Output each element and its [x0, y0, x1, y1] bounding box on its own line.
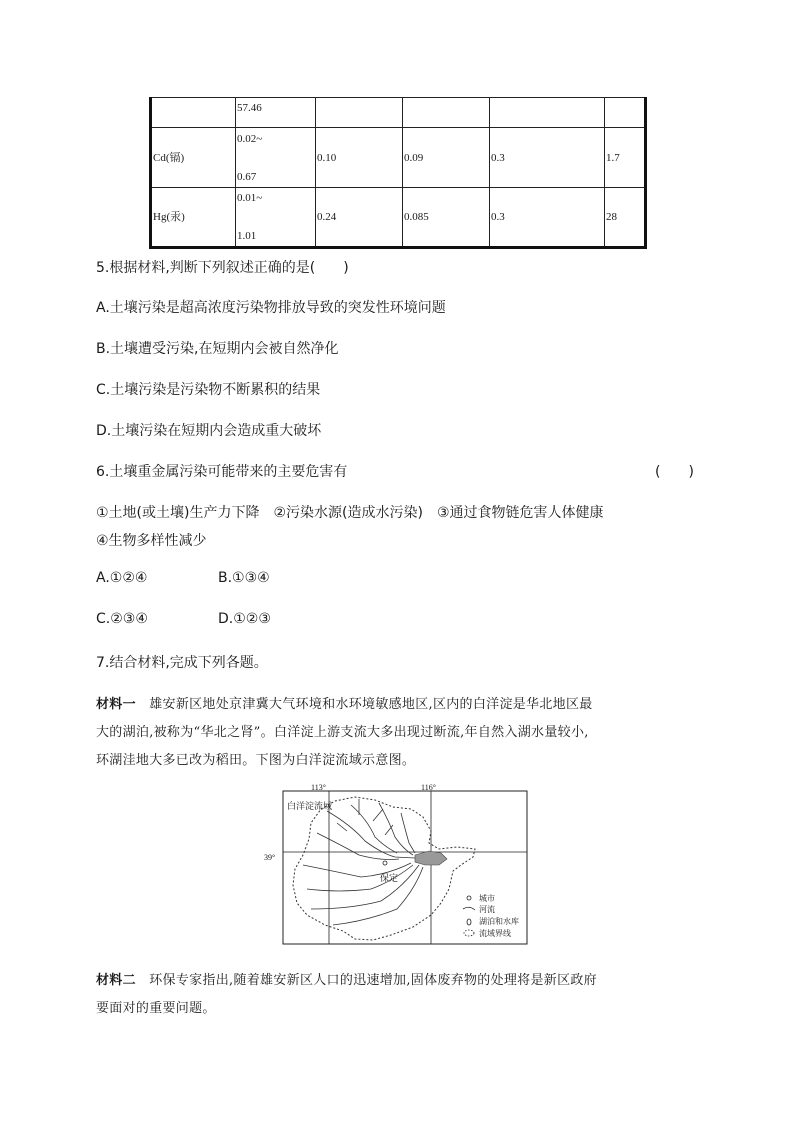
map-title: 白洋淀流域 [287, 801, 333, 811]
material-2-text: 环保专家指出,随着雄安新区人口的迅速增加,固体废弃物的处理将是新区政府 [149, 973, 597, 988]
table-cell [490, 98, 605, 128]
table-cell: 0.24 [316, 188, 403, 248]
latitude-label-39: 39° [264, 853, 276, 862]
q6-items-line-2: ④生物多样性减少 [96, 533, 207, 549]
table-cell [316, 98, 403, 128]
table-cell: Cd(镉) [151, 128, 236, 188]
table-cell: 0.10 [316, 128, 403, 188]
city-baoding-marker [383, 861, 387, 865]
material-1-line-1 [96, 693, 593, 712]
legend-boundary: 流域界线 [479, 929, 511, 938]
material-2-label: 材料二 [96, 973, 136, 988]
legend-lake-symbol [467, 919, 471, 925]
q6-option-a[interactable]: A.①②④ [96, 570, 148, 586]
table-cell: Hg(汞) [151, 188, 236, 248]
range-end: 1.01 [237, 230, 257, 242]
question-5-stem: 5.根据材料,判断下列叙述正确的是( ) [96, 260, 349, 276]
q6-items-line-1: ①土地(或土壤)生产力下降 ②污染水源(造成水污染) ③通过食物链危害人体健康 [96, 505, 604, 521]
q5-option-b[interactable]: B.土壤遭受污染,在短期内会被自然净化 [96, 341, 339, 357]
question-7-stem: 7.结合材料,完成下列各题。 [96, 655, 268, 671]
table-cell: 0.3 [490, 188, 605, 248]
material-1-line-2: 大的湖泊,被称为“华北之肾”。白洋淀上游支流大多出现过断流,年自然入湖水量较小, [96, 725, 589, 740]
table-cell [236, 128, 316, 188]
q5-option-d[interactable]: D.土壤污染在短期内会造成重大破坏 [96, 423, 322, 439]
legend-city: 城市 [479, 894, 495, 903]
material-1-text: 雄安新区地处京津冀大气环境和水环境敏感地区,区内的白洋淀是华北地区最 [149, 697, 593, 712]
material-2-line-2: 要面对的重要问题。 [96, 1001, 216, 1016]
q6-option-c[interactable]: C.②③④ [96, 611, 148, 627]
range-start: 0.02~ [237, 132, 263, 145]
question-6-stem: 6.土壤重金属污染可能带来的主要危害有 [96, 464, 348, 480]
table-cell [403, 98, 490, 128]
legend-city-symbol [467, 896, 471, 900]
heavy-metal-table [149, 97, 644, 249]
range-start: 0.01~ [237, 192, 263, 204]
table-cell: 0.09 [403, 128, 490, 188]
material-1-line-3: 环湖洼地大多已改为稻田。下图为白洋淀流域示意图。 [96, 753, 416, 768]
longitude-label-113: 113° [311, 783, 326, 792]
q5-option-c[interactable]: C.土壤污染是污染物不断累积的结果 [96, 382, 321, 398]
table-cell [151, 98, 236, 128]
baiyangdian-basin-map [264, 783, 527, 948]
range-end: 0.67 [237, 170, 257, 183]
table-cell: 1.7 [605, 128, 646, 188]
longitude-label-116: 116° [421, 783, 436, 792]
table-cell [236, 188, 316, 248]
material-2-line-1 [96, 969, 597, 988]
q5-option-a[interactable]: A.土壤污染是超高浓度污染物排放导致的突发性环境问题 [96, 300, 446, 316]
table-cell [605, 98, 646, 128]
legend-lake: 湖泊和水库 [479, 917, 519, 926]
question-6-answer-paren: ( ) [655, 464, 694, 480]
material-1-label: 材料一 [96, 697, 136, 712]
table-cell: 28 [605, 188, 646, 248]
city-label-baoding: 保定 [380, 873, 399, 883]
table-cell: 0.3 [490, 128, 605, 188]
q6-option-d[interactable]: D.①②③ [218, 611, 271, 627]
legend-river: 河流 [479, 905, 495, 914]
table-cell: 0.085 [403, 188, 490, 248]
q6-option-b[interactable]: B.①③④ [218, 570, 270, 586]
table-cell: 57.46 [236, 98, 316, 128]
